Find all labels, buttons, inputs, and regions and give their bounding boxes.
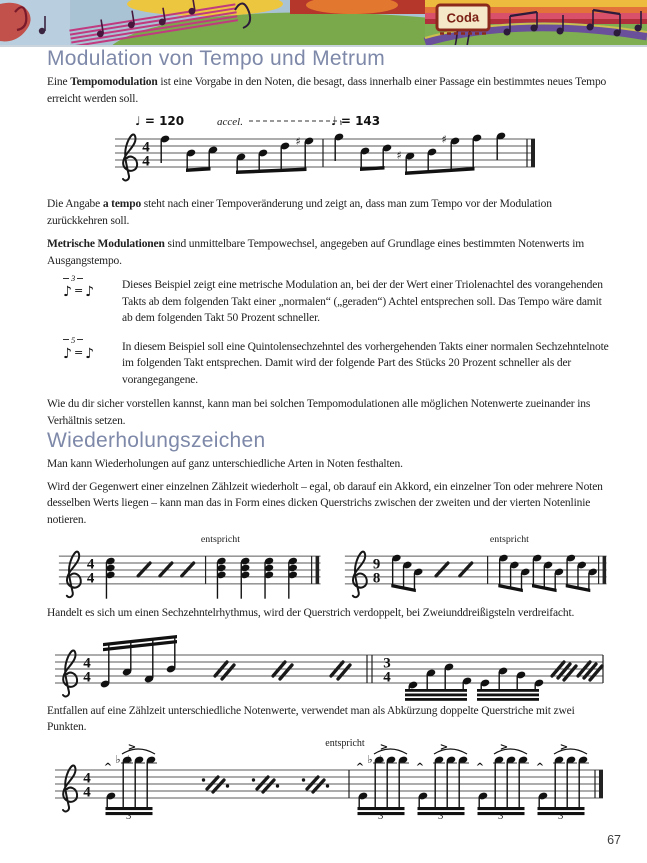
music-examples-beat-repeat: [47, 530, 610, 602]
metric-modulation-item-quintuplet: [47, 334, 610, 389]
time-signature-bottom: 4: [142, 153, 150, 170]
sharp-icon: ♯: [295, 135, 301, 148]
entspricht-label: entspricht: [489, 534, 529, 546]
sixteenth-note-icon: ♪: [63, 345, 72, 362]
time-signature-top: 4: [142, 139, 150, 156]
music-example-98-groups: [333, 530, 611, 602]
header-artwork: [0, 0, 647, 47]
music-example-tempo-modulation: [99, 113, 610, 185]
time-signature-top: 4: [83, 770, 91, 786]
eighth-note-icon: ♪: [63, 284, 72, 300]
marcato-icon: ^: [535, 761, 545, 773]
paragraph-wiederholungen-intro: Man kann Wiederholungen auf ganz unterschiedliche Arten in Noten festhalten.: [47, 458, 403, 470]
time-signature-top: 4: [83, 655, 91, 671]
triplet-number: 3: [126, 810, 132, 820]
flat-icon: ♭: [367, 752, 373, 766]
sharp-icon: ♯: [441, 133, 447, 146]
coda-label: Coda: [446, 9, 480, 26]
metric-modulation-item-triplet: [47, 273, 610, 327]
entspricht-label: entspricht: [325, 737, 365, 749]
accelerando-label: accel.: [217, 116, 243, 128]
flat-icon: ♭: [127, 752, 133, 766]
paragraph-verhaeltnis: Wie du dir sicher vorstellen kannst, kann man bei solchen Tempomodulationen alle möglichen Notenwerte zueinander ins Verhältnis setzen.: [47, 398, 591, 427]
music-example-double-triple-slash: [47, 625, 610, 703]
time-signature-bottom: 8: [372, 570, 380, 587]
triplet-number: 3: [498, 810, 504, 820]
accent-icon: >: [499, 741, 509, 753]
music-example-repeat-with-dots: [47, 736, 610, 820]
sixteenth-note-icon: ♪: [85, 345, 95, 362]
quintuplet-sixteenth-equals-sixteenth-icon: 5 ♪ = ♪: [63, 334, 95, 362]
time-signature-top: 4: [86, 556, 95, 573]
coda-box: [437, 5, 489, 34]
paragraph-querstrich: Wird der Gegenwert einer einzelnen Zählzeit wiederholt – egal, ob darauf ein Akkord, ein einzelner Ton oder mehrere Noten desselben Werts liegen – kann man das in Form eines dicken Querstrichs zwischen der zweiten und der vierten Notenlinie notieren.: [47, 480, 603, 526]
section-title-wiederholungszeichen: Wiederholungszeichen: [47, 429, 266, 452]
time-signature-bottom: 4: [86, 570, 95, 587]
triplet-number: 3: [378, 810, 384, 820]
time-signature-top: 3: [383, 655, 391, 671]
accent-icon: >: [559, 741, 569, 753]
bullet-text: In diesem Beispiel soll eine Quintolensechzehntel des vorhergehenden Takts einer normalen Sechzehntelnote im folgenden Takt entsprechen. Damit wird der folgende Part des Stücks 20 Prozent schneller als der vorangegangene.: [122, 340, 609, 386]
entspricht-label: entspricht: [200, 534, 240, 546]
paragraph-sechzehntel: Handelt es sich um einen Sechzehntelrhythmus, wird der Querstrich verdoppelt, bei Zweiunddreißigsteln verdreifacht.: [47, 607, 575, 619]
triplet-number: 3: [438, 810, 444, 820]
triplet-eighth-equals-eighth-icon: 3 ♪ = ♪: [63, 273, 95, 300]
accent-icon: >: [127, 741, 137, 753]
paragraph-a-tempo: Die Angabe a tempo steht nach einer Tempoveränderung und zeigt an, dass man zum Tempo vor der Modulation zurückkehren soll.: [47, 198, 552, 227]
tempo-marking-end: ♩ = 143: [331, 114, 381, 128]
triplet-number: 3: [558, 810, 564, 820]
header-artwork-collage: [0, 0, 647, 47]
marcato-icon: ^: [415, 761, 425, 773]
bullet-text: Dieses Beispiel zeigt eine metrische Modulation an, bei der der Wert einer Triolenachtel des vorangehenden Takts ab dem folgenden Takt einer „normalen“ („geraden“) Achtel entsprechen soll. Das Tempo wäre damit ab dem folgenden Takt 50 Prozent schneller.: [122, 279, 603, 324]
paragraph-metrische-modulationen: Metrische Modulationen sind unmittelbare Tempowechsel, angegeben auf Grundlage eines bestimmten Notenwerts im Ausgangstempo.: [47, 238, 585, 267]
sharp-icon: ♯: [396, 149, 402, 162]
time-signature-bottom: 4: [83, 669, 91, 685]
accent-icon: >: [439, 741, 449, 753]
marcato-icon: ^: [475, 761, 485, 773]
paragraph-tempomodulation: Eine Tempomodulation ist eine Vorgabe in den Noten, die besagt, dass innerhalb einer Passage ein bestimmtes neues Tempo erreicht werden soll.: [47, 76, 607, 105]
time-signature-bottom: 4: [383, 669, 391, 685]
accent-icon: >: [379, 741, 389, 753]
music-example-44-chords: [47, 530, 325, 602]
page-number: 67: [607, 833, 621, 847]
tempo-marking-start: ♩ = 120: [135, 114, 185, 128]
section-title-modulation: Modulation von Tempo und Metrum: [47, 47, 386, 70]
time-signature-top: 9: [372, 556, 380, 573]
time-signature-bottom: 4: [83, 784, 91, 800]
flat-icon: ♭: [115, 752, 121, 766]
flat-icon: ♭: [379, 752, 385, 766]
eighth-note-icon: ♪: [85, 284, 95, 300]
paragraph-doppelte-querstriche: Entfallen auf eine Zählzeit unterschiedliche Notenwerte, verwendet man als Abkürzung doppelte Querstriche mit zwei Punkten.: [47, 704, 575, 733]
marcato-icon: ^: [355, 761, 365, 773]
marcato-icon: ^: [103, 761, 113, 773]
